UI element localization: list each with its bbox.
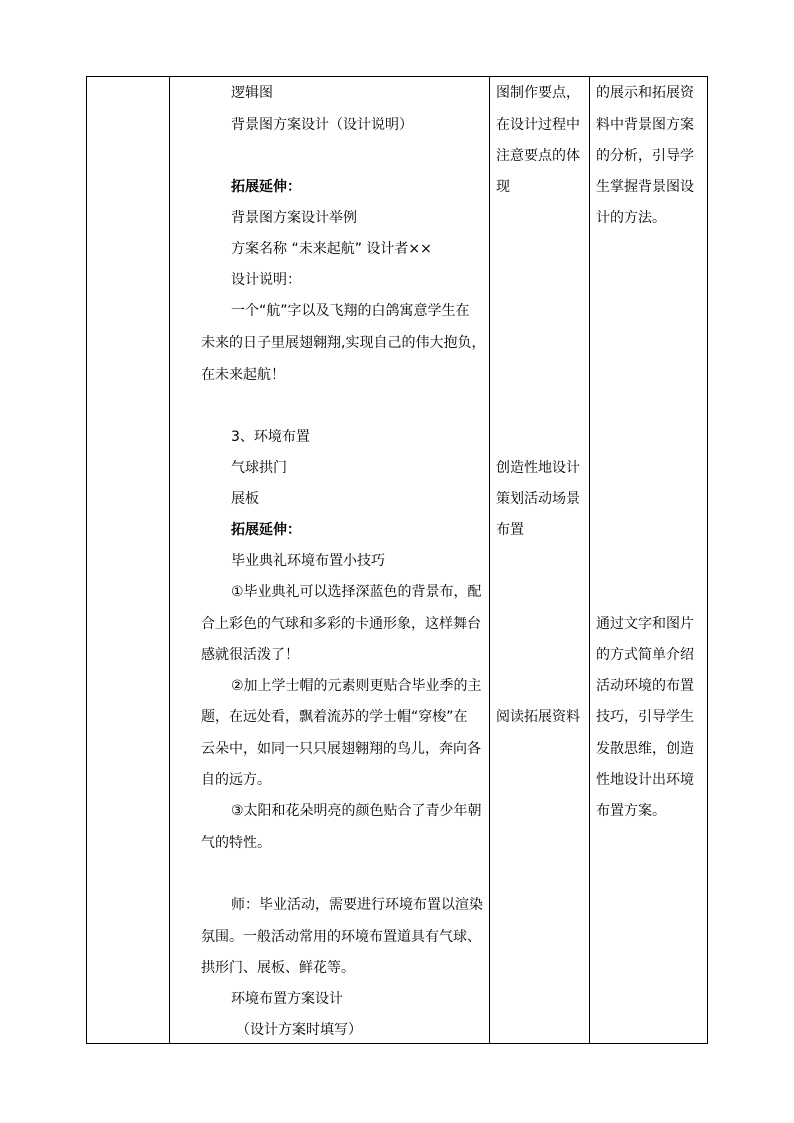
text-line: 现 — [496, 179, 510, 195]
student-activity-column — [490, 77, 589, 1043]
text-line: 气的特性。 — [201, 835, 271, 851]
teaching-process-column — [170, 77, 489, 1043]
text-line: 题，在远处看，飘着流苏的学士帽“穿梭”在 — [201, 709, 468, 725]
section-heading: 3、环境布置 — [231, 429, 310, 445]
text-line: 创造性地设计 — [496, 460, 580, 476]
text-line: 云朵中，如同一只只展翅翱翔的鸟儿，奔向各 — [201, 741, 481, 757]
left-empty-column — [87, 77, 169, 1043]
text-line: 技巧，引导学生 — [596, 709, 694, 725]
text-line: 拱形门、展板、鲜花等。 — [201, 960, 355, 976]
text-line: （设计方案时填写） — [236, 1022, 362, 1038]
text-line: 毕业典礼环境布置小技巧 — [231, 553, 385, 569]
text-line: 图制作要点， — [496, 85, 580, 101]
text-line: 阅读拓展资料 — [496, 709, 580, 725]
text-line: 气球拱门 — [231, 460, 287, 476]
text-line: 通过文字和图片 — [596, 616, 694, 632]
text-line: 的展示和拓展资 — [596, 85, 694, 101]
text-line: 生掌握背景图设 — [596, 179, 694, 195]
text-line: 布置方案。 — [596, 803, 666, 819]
text-line: 方案名称 “未来起航” 设计者×× — [231, 241, 432, 257]
text-line: 的分析，引导学 — [596, 148, 694, 164]
text-line: ②加上学士帽的元素则更贴合毕业季的主 — [231, 678, 482, 694]
text-line: 自的远方。 — [201, 772, 271, 788]
lesson-table — [86, 76, 708, 1044]
text-line: 逻辑图 — [231, 85, 273, 101]
text-line: 合上彩色的气球和多彩的卡通形象，这样舞台 — [201, 616, 481, 632]
text-line: 计的方法。 — [596, 210, 666, 226]
text-line: 策划活动场景 — [496, 491, 580, 507]
text-line: 背景图方案设计（设计说明） — [231, 117, 413, 133]
text-line: 的方式简单介绍 — [596, 647, 694, 663]
text-line: ①毕业典礼可以选择深蓝色的背景布，配 — [231, 584, 482, 600]
text-line: 发散思维，创造 — [596, 741, 694, 757]
text-line: 感就很活泼了！ — [201, 647, 299, 663]
text-line: 氛围。一般活动常用的环境布置道具有气球、 — [201, 929, 481, 945]
text-line: 背景图方案设计举例 — [231, 210, 357, 226]
text-line: 环境布置方案设计 — [231, 991, 343, 1007]
text-line: 料中背景图方案 — [596, 117, 694, 133]
text-line: 设计说明： — [231, 272, 301, 288]
text-line: 性地设计出环境 — [596, 772, 694, 788]
text-line: 注意要点的体 — [496, 148, 580, 164]
text-line: 在未来起航！ — [201, 367, 285, 383]
design-intent-column — [590, 77, 708, 1043]
section-heading: 拓展延伸： — [231, 179, 301, 195]
text-line: ③太阳和花朵明亮的颜色贴合了青少年朝 — [231, 803, 482, 819]
text-line: 一个“航”字以及飞翔的白鸽寓意学生在 — [231, 303, 470, 319]
text-line: 未来的日子里展翅翱翔,实现自己的伟大抱负， — [201, 335, 486, 351]
text-line: 活动环境的布置 — [596, 678, 694, 694]
text-line: 展板 — [231, 491, 259, 507]
section-heading: 拓展延伸： — [231, 522, 301, 538]
text-line: 师：毕业活动，需要进行环境布置以渲染 — [231, 897, 483, 913]
text-line: 在设计过程中 — [496, 117, 580, 133]
text-line: 布置 — [496, 522, 524, 538]
